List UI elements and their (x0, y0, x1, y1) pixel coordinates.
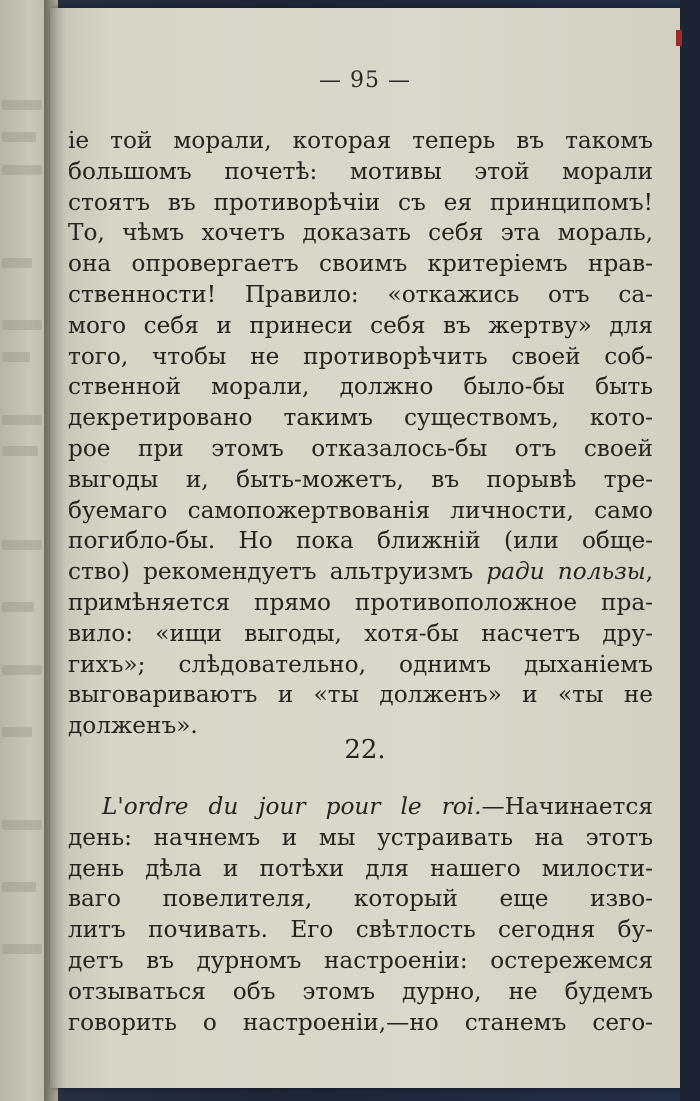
text-line: вило: «ищи выгоды, хотя-бы насчетъ дру- (68, 619, 653, 647)
text-line: То, чѣмъ хочетъ доказать себя эта мораль, (68, 219, 653, 247)
section-title-line (68, 792, 653, 823)
text-line: долженъ». (68, 712, 198, 740)
text-line: ственности! Правило: «откажись отъ са- (68, 280, 653, 308)
text-line: выговариваютъ и «ты долженъ» и «ты не (68, 681, 653, 709)
text-line: большомъ почетѣ: мотивы этой морали (68, 157, 653, 185)
text-line: декретировано такимъ существомъ, кото- (68, 404, 653, 432)
text-line: она опровергаетъ своимъ критеріемъ нрав- (68, 250, 653, 278)
paragraph-body (68, 126, 653, 742)
text-line: того, чтобы не противорѣчить своей соб- (68, 342, 653, 370)
text-line: ie той морали, которая теперь въ такомъ (68, 127, 653, 154)
section-heading: 22. (344, 735, 386, 765)
text-line: погибло-бы. Но пока ближній (или обще- (68, 527, 653, 555)
text-line: отзываться объ этомъ дурно, не будемъ (68, 977, 653, 1005)
right-cover-edge (680, 0, 700, 1101)
text-fragment: —Начинается (481, 793, 653, 820)
italic-phrase: ради пользы (486, 558, 646, 586)
text-line-with-italic (68, 557, 653, 588)
text-line: буемаго самопожертвованія личности, само (68, 496, 653, 524)
gutter-shadow (44, 0, 66, 1101)
text-line: ственной морали, должно было-бы быть (68, 373, 653, 401)
text-line: говорить о настроеніи,—но станемъ сего- (68, 1008, 653, 1036)
text-line: выгоды и, быть-можетъ, въ порывѣ тре- (68, 465, 653, 493)
section-title: L'ordre du jour pour le roi. (102, 793, 482, 820)
text-line: гихъ»; слѣдовательно, однимъ дыханіемъ (68, 650, 653, 678)
text-line: стоятъ въ противорѣчіи съ ея принципомъ! (68, 188, 653, 216)
text-line: мого себя и принеси себя въ жертву» для (68, 311, 653, 339)
text-line: ваго повелителя, который еще изво- (68, 885, 653, 913)
text-fragment: , (645, 558, 653, 586)
page-number: — 95 — (319, 68, 411, 93)
text-line: литъ почивать. Его свѣтлость сегодня бу- (68, 916, 653, 944)
section-body (68, 792, 653, 1038)
text-line: примѣняется прямо противоположное пра- (68, 588, 653, 616)
text-line: рое при этомъ отказалось-бы отъ своей (68, 434, 653, 462)
text-line: день дѣла и потѣхи для нашего милости- (68, 854, 653, 882)
text-fragment: ство) рекомендуетъ альтруизмъ (68, 558, 487, 586)
text-line: день: начнемъ и мы устраивать на этотъ (68, 823, 653, 851)
book-page (50, 8, 680, 1088)
text-line: детъ въ дурномъ настроеніи: остережемся (68, 946, 653, 974)
bookmark-tab (676, 30, 682, 46)
